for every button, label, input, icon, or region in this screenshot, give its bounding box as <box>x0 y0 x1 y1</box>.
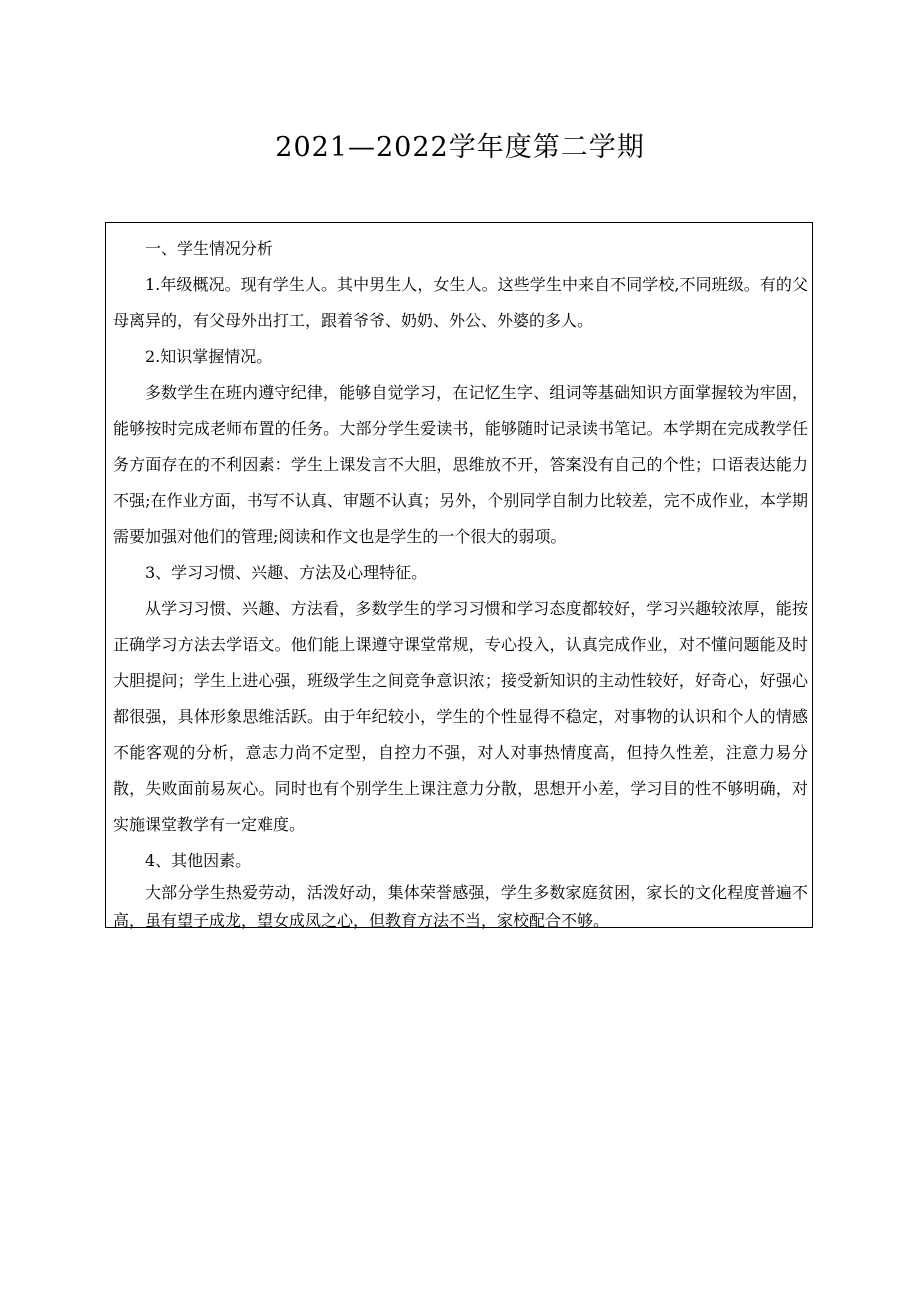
paragraph-knowledge: 多数学生在班内遵守纪律，能够自觉学习，在记忆生字、组词等基础知识方面掌握较为牢固，能够按时完成老师布置的任务。大部分学生爱读书，能够随时记录读书笔记。本学期在完成教学任务方面存在的不利因素：学生上课发言不大胆，思维放不开，答案没有自己的个性；口语表达能力不强;在作业方面，书写不认真、审题不认真；另外，个别同学自制力比较差，完不成作业，本学期需要加强对他们的管理;阅读和作文也是学生的一个很大的弱项。 <box>113 383 808 546</box>
section-heading-student-analysis: 一、学生情况分析 <box>145 239 274 258</box>
section-heading-knowledge: 2.知识掌握情况。 <box>145 347 273 366</box>
section-heading-other-factors: 4、其他因素。 <box>145 851 252 870</box>
section-heading-habits: 3、学习习惯、兴趣、方法及心理特征。 <box>145 563 428 582</box>
page-title: 2021—2022学年度第二学期 <box>275 132 645 163</box>
paragraph-other-factors: 大部分学生热爱劳动，活泼好动，集体荣誉感强，学生多数家庭贫困，家长的文化程度普遍不高，虽有望子成龙，望女成凤之心，但教育方法不当，家校配合不够。 <box>113 883 808 930</box>
paragraph-grade-overview: 1.年级概况。现有学生人。其中男生人，女生人。这些学生中来自不同学校,不同班级。有的父母离异的，有父母外出打工，跟着爷爷、奶奶、外公、外婆的多人。 <box>113 275 808 330</box>
student-analysis-box <box>105 222 813 928</box>
paragraph-habits: 从学习习惯、兴趣、方法看，多数学生的学习习惯和学习态度都较好，学习兴趣较浓厚，能按正确学习方法去学语文。他们能上课遵守课堂常规，专心投入，认真完成作业，对不懂问题能及时大胆提问；学生上进心强，班级学生之间竞争意识浓；接受新知识的主动性较好，好奇心，好强心都很强，具体形象思维活跃。由于年纪较小，学生的个性显得不稳定，对事物的认识和个人的情感不能客观的分析，意志力尚不定型，自控力不强，对人对事热情度高，但持久性差，注意力易分散，失败面前易灰心。同时也有个别学生上课注意力分散，思想开小差，学习目的性不够明确，对实施课堂教学有一定难度。 <box>113 599 808 834</box>
